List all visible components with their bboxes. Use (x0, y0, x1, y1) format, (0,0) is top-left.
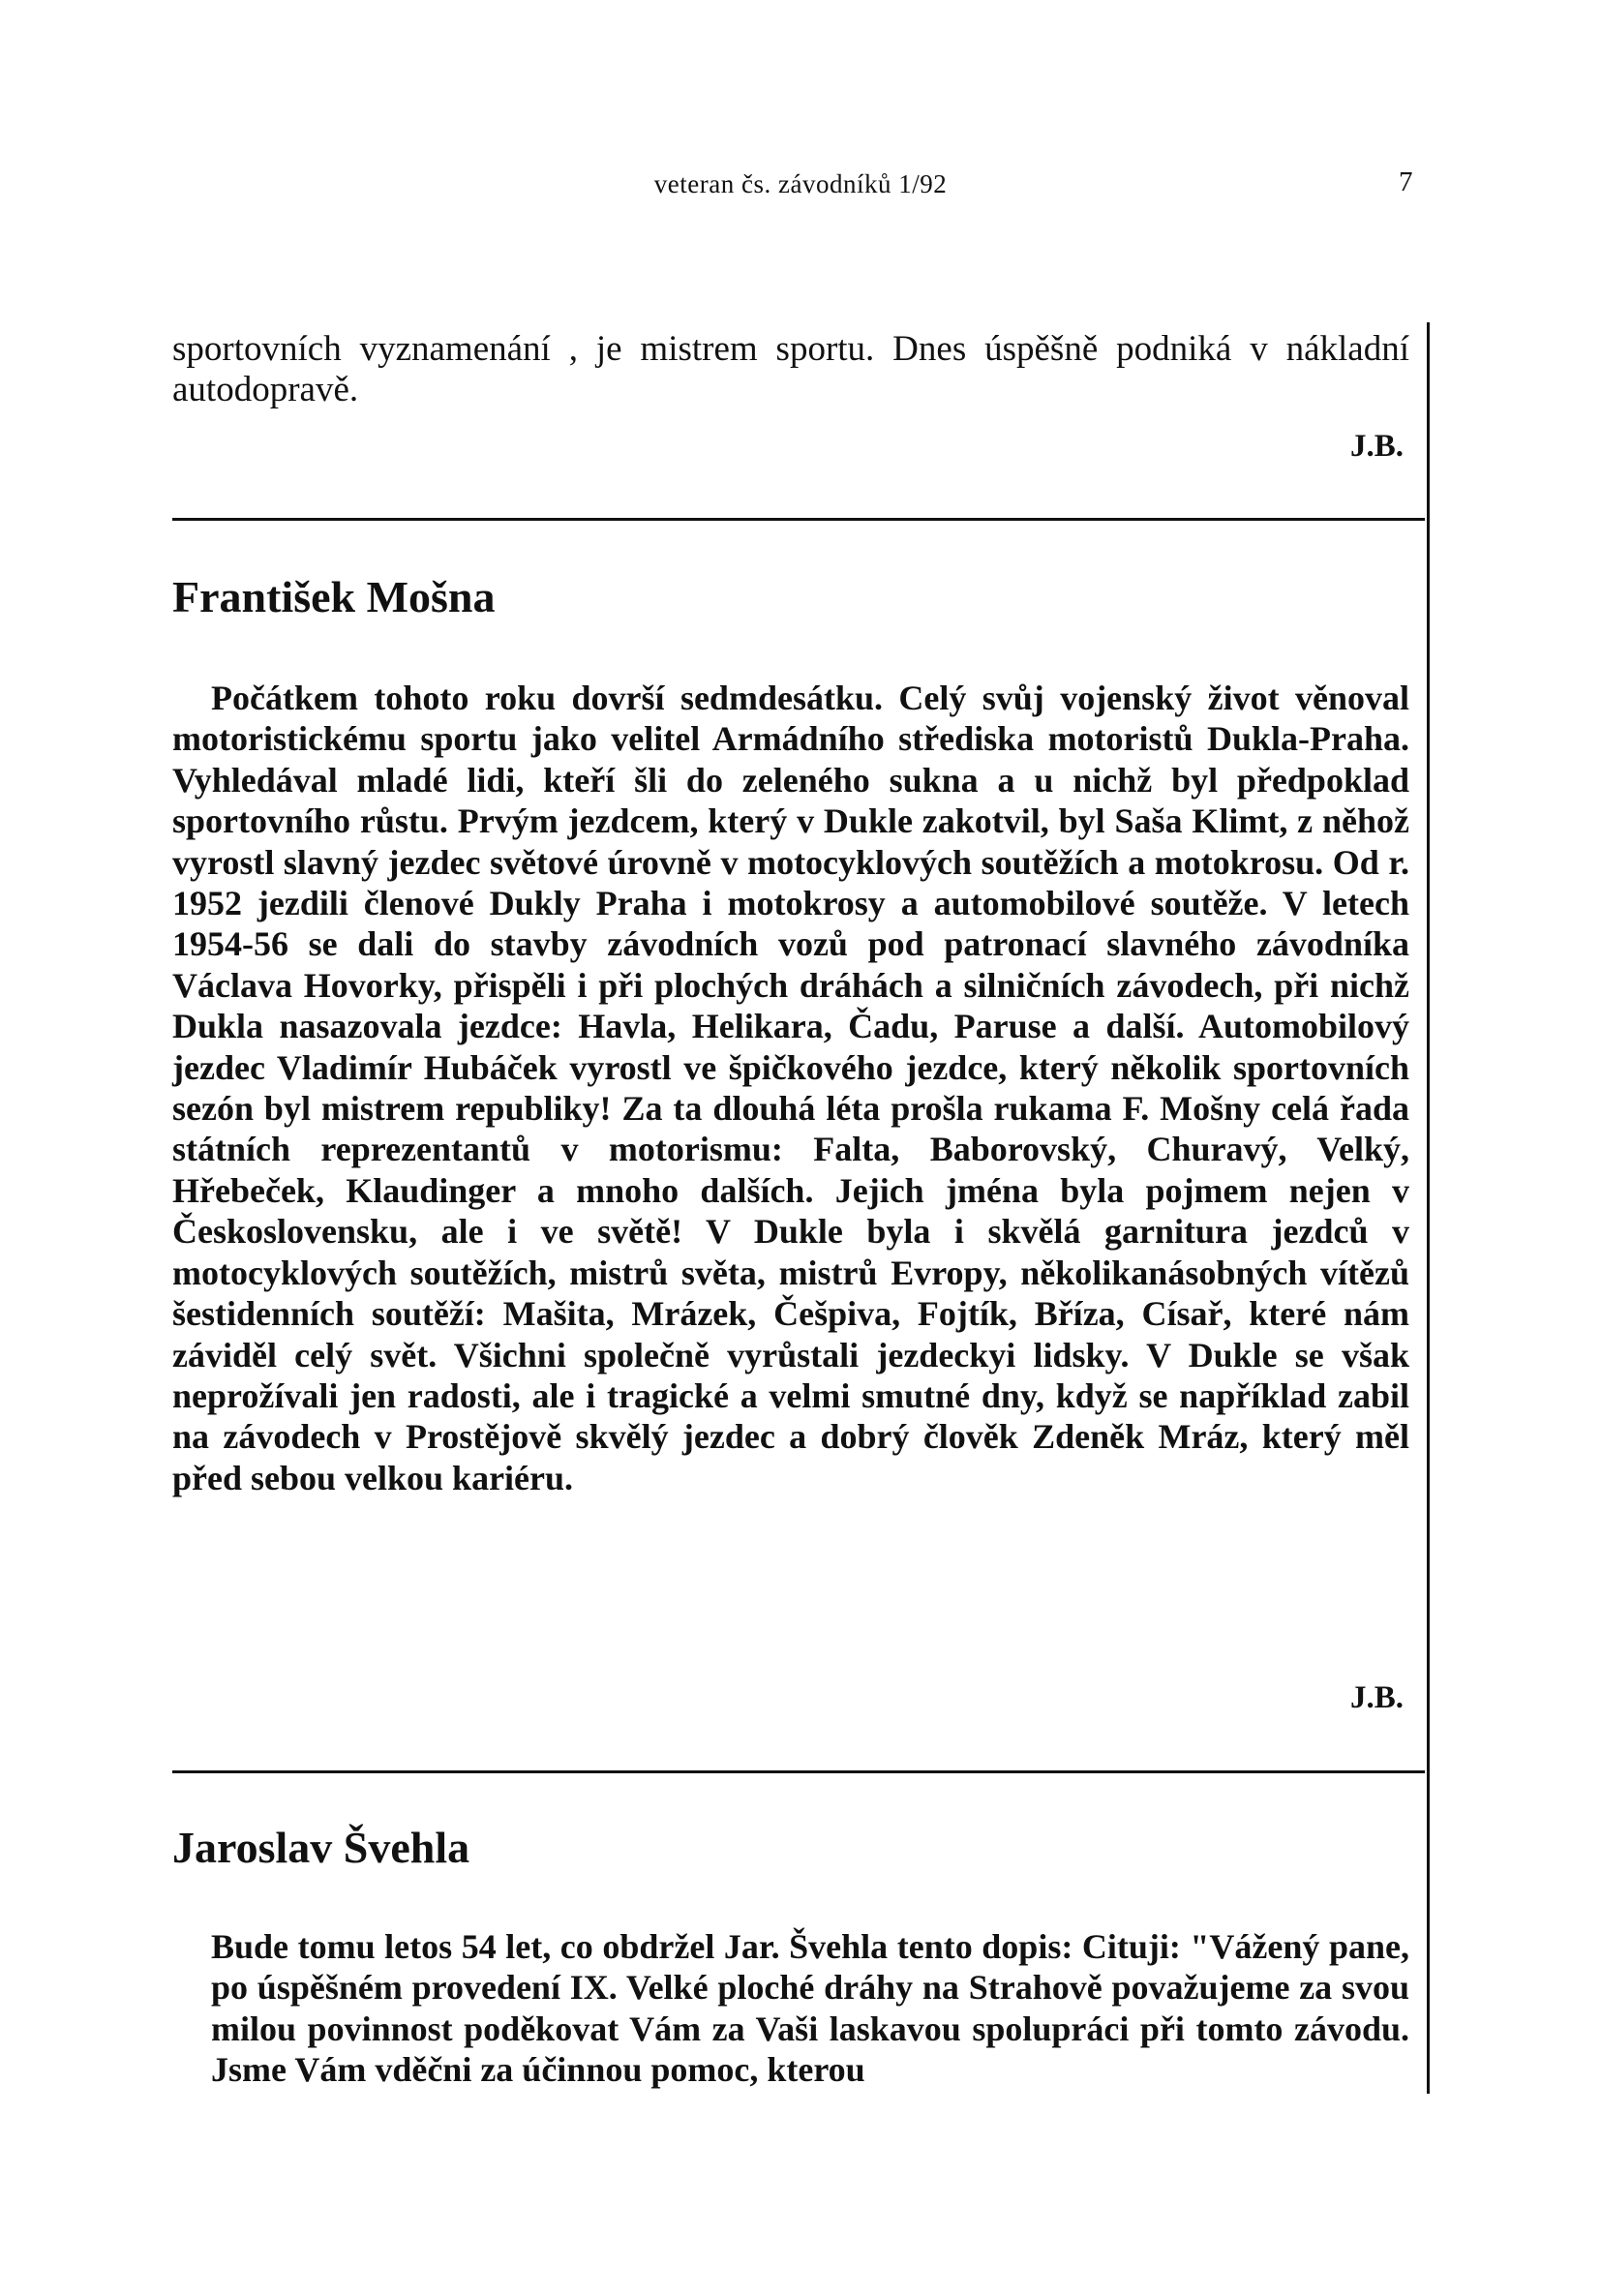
article-title: František Mošna (172, 572, 496, 621)
section-divider (172, 518, 1425, 521)
article-title: Jaroslav Švehla (172, 1823, 470, 1872)
article-body: Počátkem tohoto roku dovrší sedmdesátku. Celý svůj vojenský život věnoval motoristickému sportu jako velitel Armádního střediska motoristů Dukla-Praha. Vyhledával mladé lidi, kteří šli do zeleného sukna a u nichž byl předpoklad sportovního růstu. Prvým jezdcem, který v Dukle zakotvil, byl Saša Klimt, z něhož vyrostl slavný jezdec světové úrovně v motocyklových soutěžích a motokrosu. Od r. 1952 jezdili členové Dukly Praha i motokrosy a automobilové soutěže. V letech 1954-56 se dali do stavby závodních vozů pod patronací slavného závodníka Václava Hovorky, přispěli i při plochých dráhách a silničních závodech, při nichž Dukla nasazovala jezdce: Havla, Helikara, Čadu, Paruse a další. Automobilový jezdec Vladimír Hubáček vyrostl ve špičkového jezdce, který několik sportovních sezón byl mistrem republiky! Za ta dlouhá léta prošla rukama F. Mošny celá řada státních reprezentantů v motorismu: Falta, Baborovský, Churavý, Velký, Hřebeček, Klaudinger a mnoho dalších. Jejich jména byla pojmem nejen v Československu, ale i ve světě! V Dukle byla i skvělá garnitura jezdců v motocyklových soutěžích, mistrů světa, mistrů Evropy, několikanásobných vítězů šestidenních soutěží: Mašita, Mrázek, Češpiva, Fojtík, Bříza, Císař, které nám záviděl celý svět. Všichni společně vyrůstali jezdeckyi lidsky. V Dukle se však neprožívali jen radosti, ale i tragické a velmi smutné dny, když se například zabil na závodech v Prostějově skvělý jezdec a dobrý člověk Zdeněk Mráz, který měl před sebou velkou kariéru. (172, 679, 1409, 1497)
column-rule (1427, 322, 1430, 2094)
article-body: Bude tomu letos 54 let, co obdržel Jar. Švehla tento dopis: Cituji: "Vážený pane, po úspěšném provedení IX. Velké ploché dráhy na Strahově považujeme za svou milou povinnost poděkovat Vám za Vaši laskavou spolupráci při tomto závodu. Jsme Vám vděčni za účinnou pomoc, kterou (211, 1927, 1409, 2090)
intro-paragraph: sportovních vyznamenání , je mistrem sportu. Dnes úspěšně podniká v nákladní autodopravě. (172, 329, 1409, 409)
page-number: 7 (1399, 166, 1413, 197)
section-divider (172, 1770, 1425, 1773)
article-signature: J.B. (1349, 1680, 1404, 1715)
intro-signature: J.B. (1349, 429, 1404, 464)
running-head: veteran čs. závodníků 1/92 (653, 169, 948, 198)
